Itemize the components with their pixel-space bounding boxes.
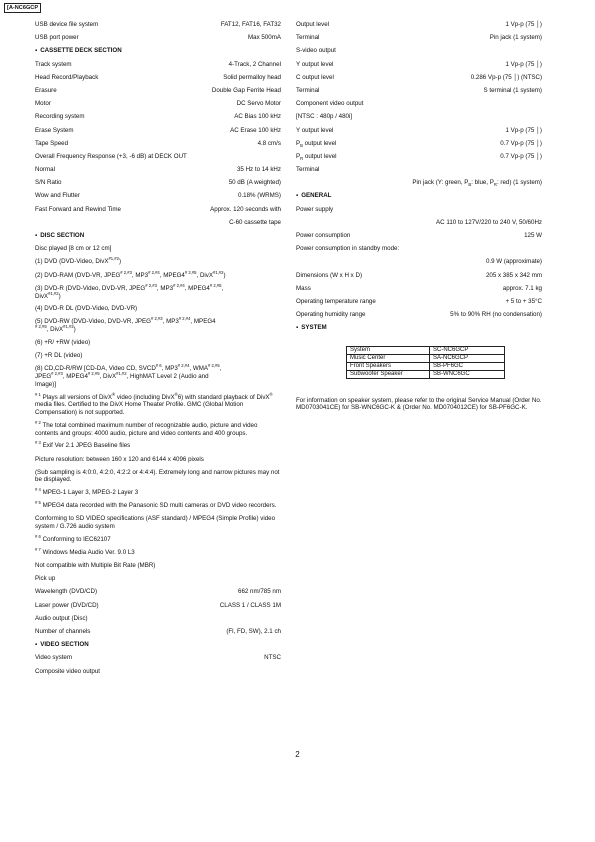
spec-key: Fast Forward and Rewind Time: [35, 205, 121, 213]
footnote-4: $^{\# 4}$ MPEG-1 Layer 3, MPEG-2 Layer 3: [35, 487, 139, 497]
system-table-cell: SB-WNC6GC: [430, 370, 505, 378]
spec-row-video-system: Video system NTSC: [35, 654, 281, 662]
spec-key: C output level: [296, 73, 334, 81]
spec-key: S/N Ratio: [35, 179, 62, 187]
system-table-row: [347, 362, 505, 370]
spec-row-general-3: [296, 311, 542, 324]
spec-row-pr-output: $P_R$ output level 0.7 Vp-p (75 │): [296, 152, 542, 162]
spec-key: Track system: [35, 60, 72, 68]
spec-value: approx. 7.1 kg: [502, 284, 542, 292]
sub-sampling: (Sub sampling is 4:0:0, 4:2:0, 4:2:2 or 4:4:4). Extremely long and narrow pictures may not be displayed.: [35, 468, 280, 484]
spec-key: Output level: [296, 21, 330, 28]
disc-item-4: (4) DVD-R DL (DVD-Video, DVD-VR): [35, 305, 138, 313]
spec-value: 205 x 385 x 342 mm: [485, 271, 542, 279]
spec-row-freq-3: [35, 206, 281, 219]
disc-item-7: (7) +R DL (video): [35, 352, 83, 360]
pickup-label: Pick up: [35, 575, 56, 583]
system-heading: ▪ SYSTEM: [296, 324, 327, 332]
spec-row-general-2: [296, 298, 542, 311]
composite-label: Composite video output: [35, 667, 101, 675]
spec-value: 0.286 Vp-p (75 │) (NTSC): [470, 73, 542, 81]
spec-value: 1 Vp-p (75 │): [505, 60, 542, 68]
spec-value: 0.18% (WRMS): [238, 192, 281, 200]
spec-row-freq-0: [35, 166, 281, 179]
system-table-cell: SB-PF6GC: [430, 362, 505, 370]
spec-row-usb-1: [35, 34, 281, 47]
spec-key: Recording system: [35, 113, 85, 121]
spec-row-svideo-0: [296, 61, 542, 74]
pinjack-desc: Pin jack (Y: green, $P_B$: blue, $P_R$: red) (1 system): [412, 179, 542, 188]
disc-item-1: (1) DVD (DVD-Video, DivX$^{\#1,\#2}$): [35, 256, 122, 266]
standby-label: Power consumption in standby mode:: [296, 245, 400, 253]
spec-row-cassette-0: [35, 61, 281, 74]
spec-key: Wow and Flutter: [35, 192, 80, 200]
spec-row-pickup-0: [35, 588, 281, 601]
spec-row-freq-1: [35, 179, 281, 192]
disc-heading: ▪ DISC SECTION: [35, 232, 85, 239]
spec-row-general-1: [296, 285, 542, 298]
system-table-row: [347, 354, 505, 362]
system-table-cell: Front Speakers: [347, 362, 430, 370]
spec-key: Wavelength (DVD/CD): [35, 588, 98, 596]
mbr-note: Not compatible with Multiple Bit Rate (MBR): [35, 562, 156, 569]
disc-item-2: (2) DVD-RAM (DVD-VR, $JPEG^{\# 2,\#3}$, $MP3^{\# 2,\#4}$, $MPEG4^{\# 2,\#5}$, DivX$^{\#1,\#2}$): [35, 269, 226, 279]
spec-value: 5% to 90% RH (no condensation): [450, 311, 542, 319]
system-table-cell: Subwoofer Speaker: [347, 370, 430, 378]
ff-rewind-cont: C-60 cassette tape: [229, 218, 281, 226]
spec-value: AC Bias 100 kHz: [234, 113, 281, 121]
speaker-info: For information on speaker system, please refer to the original Service Manual (Order No. MD0703041CE) for SB-WNC6GC-K & (Order No. MD0704012CE) for SB-PF6GC-K.: [296, 396, 542, 412]
spec-row-freq-2: [35, 192, 281, 205]
cassette-heading: ▪ CASSETTE DECK SECTION: [35, 47, 122, 55]
spec-key: USB device file system: [35, 21, 99, 28]
spec-row-usb-0: [35, 21, 281, 34]
component-label: Component video output: [296, 100, 364, 108]
spec-key: Erasure: [35, 86, 57, 94]
system-table-row: [347, 370, 505, 378]
spec-row-cassette-1: [35, 74, 281, 87]
spec-row-pb-output: $P_B$ output level 0.7 Vp-p (75 │): [296, 139, 542, 148]
footnote-5: $^{\# 5}$ MPEG4 data recorded with the Panasonic SD multi cameras or DVD video recorders.: [35, 500, 277, 510]
spec-key: Terminal: [296, 34, 320, 42]
spec-key: Tape Speed: [35, 139, 69, 147]
system-table-cell: SC-NC6GCP: [430, 346, 505, 354]
spec-key: Erase System: [35, 126, 74, 134]
power-supply-value: AC 110 to 127V/220 to 240 V, 50/60Hz: [436, 218, 542, 226]
spec-value: Solid permalloy head: [223, 73, 281, 81]
spec-key: Terminal: [296, 86, 320, 94]
spec-value: Approx. 120 seconds with: [210, 205, 281, 213]
spec-key: USB port power: [35, 34, 79, 42]
spec-value: AC Erase 100 kHz: [230, 126, 281, 134]
spec-key: Dimensions (W x H x D): [296, 271, 363, 279]
spec-value: S terminal (1 system): [483, 86, 542, 94]
general-heading: ▪ GENERAL: [296, 192, 332, 200]
spec-row-svideo-1: [296, 74, 542, 87]
spec-row-general-0: [296, 272, 542, 285]
spec-row-y-output: Y output level 1 Vp-p (75 │): [296, 126, 542, 134]
disc-item-6: (6) +R/ +RW (video): [35, 338, 91, 346]
footnote-6: $^{\# 6}$ Conforming to IEC62107: [35, 533, 111, 543]
page-number: 2: [295, 750, 300, 759]
footnote-1: $^{\# 1}$ Plays all versions of DivX® video (including DivX®6) with standard playback of DivX® media files. Certified to the DivX Home Theater Profile. GMC (Global Motion Compensation) is not supported.: [35, 391, 273, 417]
spec-row-cassette-5: [35, 127, 281, 140]
video-heading: ▪ VIDEO SECTION: [35, 641, 89, 649]
spec-row-video-out-1: [296, 34, 542, 47]
bullet: ▪: [35, 47, 38, 55]
spec-key: Y output level: [296, 60, 334, 68]
spec-value: CLASS 1 / CLASS 1M: [219, 601, 281, 609]
sd-video-conformance: Conforming to SD VIDEO specifications (ASF standard) / MPEG4 (Simple Profile) video system / G.726 audio system: [35, 515, 276, 530]
footnote-3: $^{\# 3}$ Exif Ver 2.1 JPEG Baseline files: [35, 440, 131, 450]
spec-key: Normal: [35, 166, 55, 174]
spec-value: DC Servo Motor: [236, 100, 281, 108]
spec-value: 1 Vp-p (75 │): [505, 21, 542, 28]
system-table: [346, 346, 505, 379]
right-column: [296, 21, 542, 417]
spec-value: 50 dB (A weighted): [228, 179, 281, 187]
spec-key: Operating temperature range: [296, 297, 376, 305]
spec-row-svideo-2: [296, 87, 542, 100]
spec-value: + 5 to + 35°C: [505, 297, 542, 305]
picture-resolution: Picture resolution: between 160 x 120 and 6144 x 4096 pixels: [35, 455, 204, 463]
audio-output-label: Audio output (Disc): [35, 614, 88, 622]
spec-key: Laser power (DVD/CD): [35, 601, 99, 609]
left-column: [35, 21, 281, 681]
disc-played: Disc played [8 cm or 12 cm]: [35, 245, 112, 253]
spec-key: Mass: [296, 284, 311, 292]
system-table-cell: Music Center: [347, 354, 430, 362]
footnote-2: $^{\# 2}$ The total combined maximum number of recognizable audio, picture and video contents and groups: 4000 audio, picture and video contents and 400 groups.: [35, 419, 258, 437]
spec-row-video-out-0: [296, 21, 542, 34]
power-supply-label: Power supply: [296, 205, 334, 213]
spec-row-channels: Number of channels (Fl, FD, SW), 2.1 ch: [35, 627, 281, 635]
spec-value: 4-Track, 2 Channel: [228, 60, 281, 68]
spec-row-cassette-4: [35, 113, 281, 126]
spec-key: Head Record/Playback: [35, 73, 99, 81]
freq-response-label: Overall Frequency Response (+3, -6 dB) at DECK OUT: [35, 152, 187, 160]
disc-item-5: (5) DVD-RW (DVD-Video, DVD-VR, $JPEG^{\# 2,\#3}$, $MP3^{\# 2,\#4}$, MPEG4 $^{\# 2,\#5}$, DivX$^{\#1,\#2}$): [35, 316, 216, 334]
spec-value: 4.8 cm/s: [257, 139, 281, 147]
spec-value: Double Gap Ferrite Head: [211, 86, 281, 94]
standby-value: 0.9 W (approximate): [485, 258, 542, 266]
spec-row-power-consumption: Power consumption 125 W: [296, 232, 542, 239]
spec-row-pickup-1: [35, 602, 281, 615]
footnote-7: $^{\# 7}$ Windows Media Audio Ver. 9.0 L3: [35, 546, 135, 556]
system-table-cell: System: [347, 346, 430, 354]
spec-value: Max 500mA: [247, 34, 281, 42]
spec-row-cassette-3: [35, 100, 281, 113]
system-table-row: [347, 346, 505, 354]
system-table-cell: SA-NC6GCP: [430, 354, 505, 362]
ntsc-label: [NTSC : 480p / 480i]: [296, 113, 353, 121]
spec-row-cassette-6: [35, 140, 281, 153]
spec-key: Operating humidity range: [296, 311, 366, 319]
svideo-label: S-video output: [296, 47, 336, 55]
spec-value: 662 nm/785 nm: [238, 588, 281, 596]
spec-key: Motor: [35, 100, 51, 108]
document-tag: [A-NC6GCP: [4, 3, 41, 13]
spec-row-cassette-2: [35, 87, 281, 100]
disc-item-3: (3) DVD-R (DVD-Video, DVD-VR, $JPEG^{\# 2,\#3}$, $MP3^{\# 2,\#4}$, $MPEG4^{\# 2,\#5}$, DivX$^{\#1,\#2}$): [35, 282, 224, 300]
terminal-label: Terminal: [296, 166, 320, 174]
spec-value: FAT12, FAT16, FAT32: [220, 21, 281, 28]
spec-value: Pin jack (1 system): [489, 34, 542, 42]
disc-item-8: (8) CD,CD-R/RW [CD-DA, Video CD, SVCD$^{\# 6}$, $MP3^{\# 2,\#4}$, $WMA^{\# 2,\#5}$, $JPEG^{\# 2,\#3}$, $MPEG4^{\# 2,\#5}$, DivX$^{\#1,\#2}$, HighMAT Level 2 (Audio and Image)]: [35, 363, 222, 388]
spec-value: 35 Hz to 14 kHz: [236, 166, 281, 174]
